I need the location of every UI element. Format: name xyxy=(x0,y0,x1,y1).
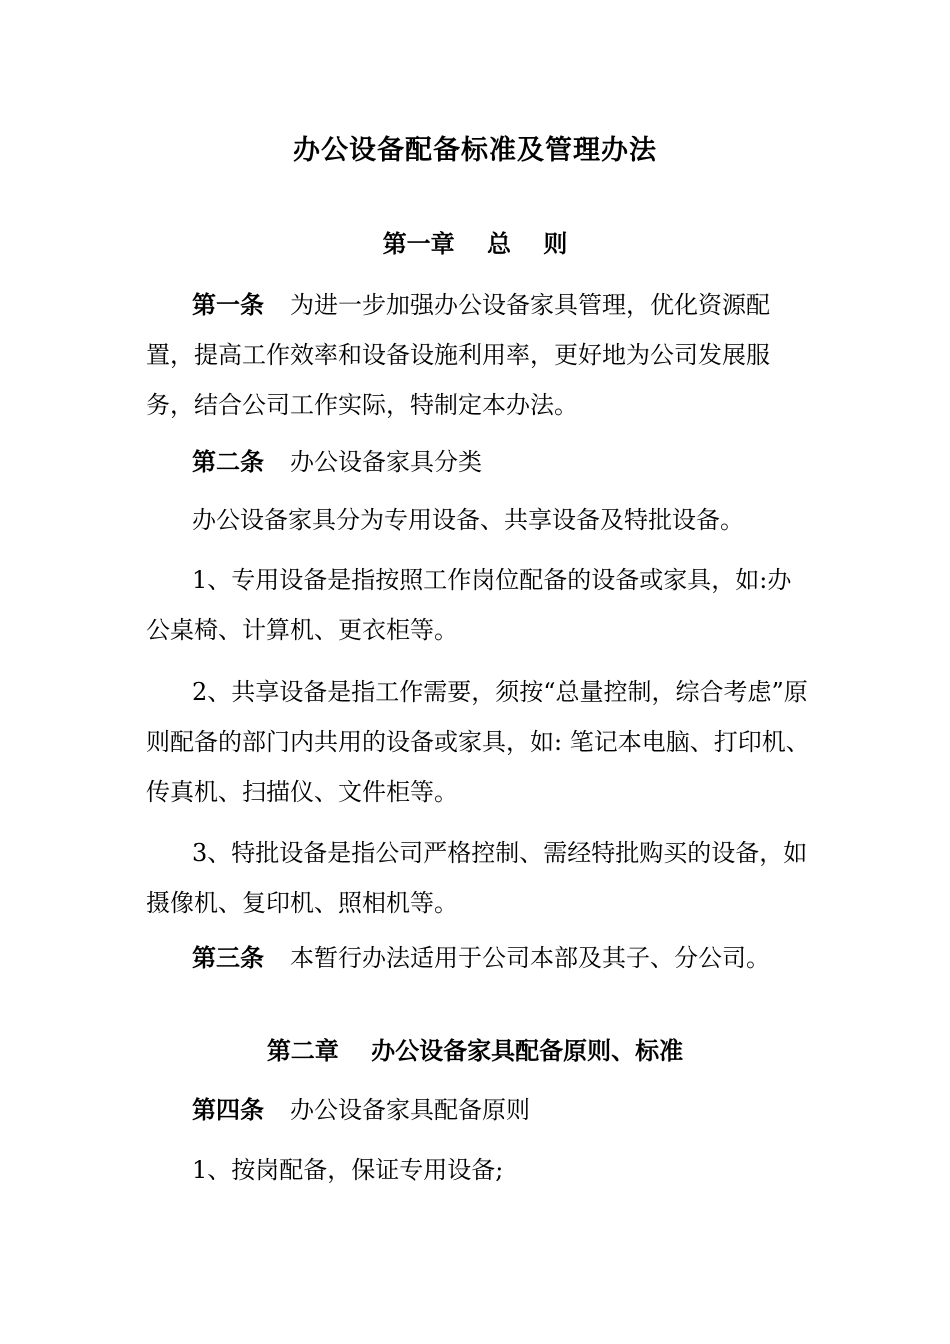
article-1 xyxy=(146,280,810,430)
article-2-label: 第二条 xyxy=(192,447,264,476)
document-title: 办公设备配备标准及管理办法 xyxy=(293,135,657,166)
list-item-special-equipment: 3、特批设备是指公司严格控制、需经特批购买的设备，如摄像机、复印机、照相机等。 xyxy=(146,839,808,917)
classification-paragraph: 办公设备家具分为专用设备、共享设备及特批设备。 xyxy=(192,506,744,534)
article-4-text: 办公设备家具配备原则 xyxy=(290,1096,530,1124)
article-1-label: 第一条 xyxy=(192,290,264,319)
article-3-label: 第三条 xyxy=(192,943,264,972)
article-4 xyxy=(146,1085,810,1135)
article-4-label: 第四条 xyxy=(192,1095,264,1124)
list-item-dedicated-equipment: 1、专用设备是指按照工作岗位配备的设备或家具，如:办公桌椅、计算机、更衣柜等。 xyxy=(146,566,792,644)
article-3-text: 本暂行办法适用于公司本部及其子、分公司。 xyxy=(290,944,770,972)
principle-item-1: 1、按岗配备，保证专用设备; xyxy=(192,1156,504,1184)
article-3 xyxy=(146,933,810,983)
article-2 xyxy=(146,437,810,487)
chapter-2-heading: 第二章 办公设备家具配备原则、标准 xyxy=(266,1036,684,1065)
list-item-shared-equipment: 2、共享设备是指工作需要，须按“总量控制，综合考虑”原则配备的部门内共用的设备或家具，如: 笔记本电脑、打印机、传真机、扫描仪、文件柜等。 xyxy=(146,678,810,806)
article-2-text: 办公设备家具分类 xyxy=(290,448,482,476)
article-1-text: 为进一步加强办公设备家具管理，优化资源配置，提高工作效率和设备设施利用率，更好地为公司发展服务，结合公司工作实际，特制定本办法。 xyxy=(146,291,770,419)
chapter-1-heading: 第一章 总 则 xyxy=(382,229,568,258)
